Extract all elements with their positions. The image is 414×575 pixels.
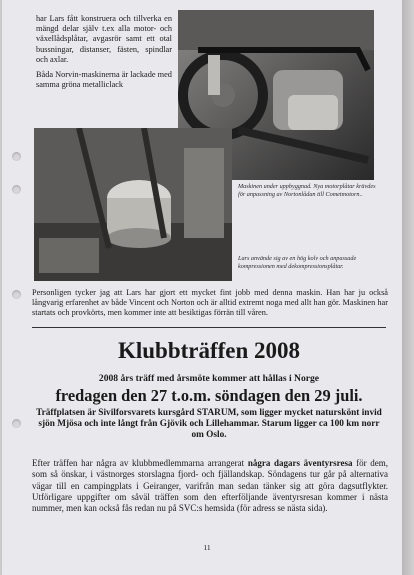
binder-hole: [12, 419, 21, 428]
binder-hole: [12, 290, 21, 299]
binder-hole: [12, 152, 21, 161]
adventure-text-start: Efter träffen har några av klubbmedlemmarna arrangerat: [32, 458, 248, 468]
adventure-text-rest: för dem, som så önskar, i västnorges storslagna fjord- och fjällandskap. Söndagens tur går på alternativa vägar till en campingplats i Geiranger, varifrån man sedan tänker sig att göra dagsutflykter. Utförligare uppgifter om såväl träffen som den efterföljande äventyrsresan kommer i nästa nummer, men kan också fås redan nu på SVC:s hemsida (för adress se nästa sida).: [32, 458, 388, 514]
piston-photo: [34, 128, 232, 281]
piston-photo-caption: Lars använde sig av en hög kolv och anpassade kompressionen med dekompressionsplåtar.: [238, 255, 357, 270]
engine-photo-caption: Maskinen under uppbyggnad. Nya motorplåtar krävdes för anpassning av Nortonlådan till Cometmotorn..: [238, 183, 376, 198]
opinion-paragraph: Personligen tycker jag att Lars har gjort ett mycket fint jobb med denna maskin. Han har ju också långvarig erfarenhet av både Vincent och Norton och är alltid extremt noga med allt han gör. Maskinen har startats och provkörts, men kommer inte att besiktigas förrän till våren.: [32, 288, 388, 318]
meet-announcement: 2008 års träff med årsmöte kommer att hållas i Norge: [98, 373, 320, 384]
piston-photo-image: [34, 128, 232, 281]
adventure-paragraph: [32, 458, 388, 514]
meet-title: Klubbträffen 2008: [117, 338, 301, 363]
paint-paragraph: Båda Norvin-maskinerna är lackade med samma gröna metalliclack: [36, 70, 172, 90]
section-divider: [32, 327, 386, 328]
adventure-trip-name: några dagars äventyrsresa: [247, 458, 353, 468]
intro-paragraph: har Lars fått konstruera och tillverka en mängd delar själv t.ex alla motor- och växellådsplåtar, avgasrör samt ett otal bussningar, distanser, fästen, spindlar och axlar.: [36, 14, 172, 64]
meet-venue: Träffplatsen är Sivilforsvarets kursgård STARUM, som ligger mycket naturskönt invid sjön Mjösa och inte långt från Gjövik och Lillehammar. Starum ligger ca 100 km norr om Oslo.: [36, 408, 382, 441]
document-page: [2, 0, 402, 575]
binder-hole: [12, 185, 21, 194]
page-number: 11: [203, 543, 211, 552]
page-edge-shadow: [402, 0, 414, 575]
meet-dates: fredagen den 27 t.o.m. söndagen den 29 juli.: [55, 386, 363, 405]
